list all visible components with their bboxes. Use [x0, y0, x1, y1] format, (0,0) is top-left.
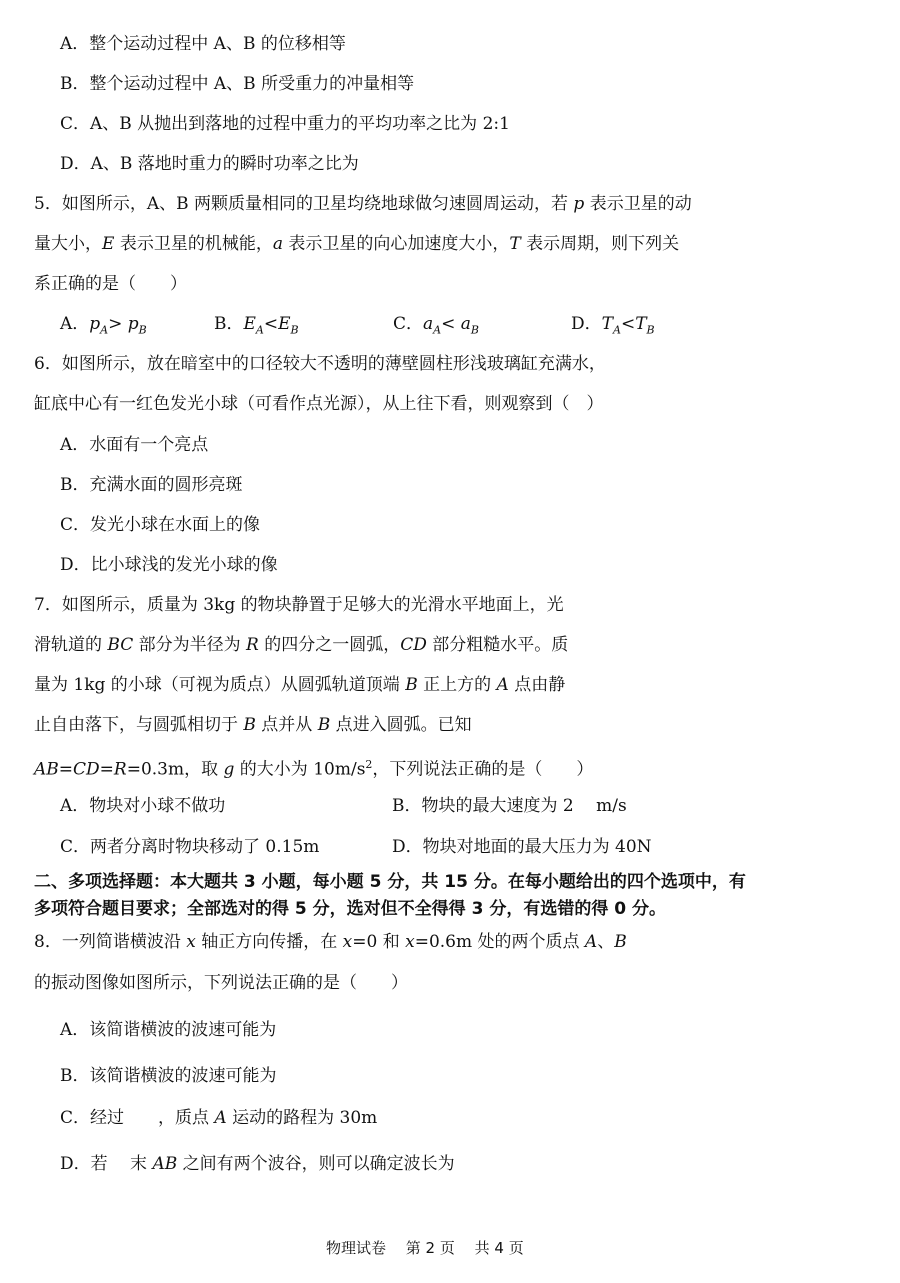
q5-option-b: B．$E_A<E_B$ — [214, 314, 299, 337]
section2-heading-line2: 多项符合题目要求；全部选对的得 5 分，选对但不全得得 3 分，有选错的得 0 分。 — [34, 899, 666, 919]
q6-stem-line2: 缸底中心有一红色发光小球（可看作点光源），从上往下看，则观察到（ ） — [34, 394, 604, 414]
q6-option-d: D．比小球浅的发光小球的像 — [60, 555, 278, 575]
q7-stem-line5: AB=CD=R=0.3m，取 g 的大小为 $10m/s^2$，下列说法正确的是（ ） — [34, 758, 594, 780]
q4-option-c: C．A、B 从抛出到落地的过程中重力的平均功率之比为 2:1 — [60, 114, 510, 134]
q7-stem-line4: 止自由落下，与圆弧相切于 B 点并从 B 点进入圆弧。已知 — [34, 715, 472, 735]
q6-option-b: B．充满水面的圆形亮斑 — [60, 475, 243, 495]
q5-option-c: C．$a_A< a_B$ — [393, 314, 479, 337]
page-footer: 物理试卷 第 2 页 共 4 页 — [326, 1239, 524, 1257]
q8-option-c: C．经过 ，质点 A 运动的路程为 30m — [60, 1108, 378, 1128]
q8-option-b: B．该简谐横波的波速可能为 — [60, 1066, 277, 1086]
q7-stem-line1: 7．如图所示，质量为 3kg 的物块静置于足够大的光滑水平地面上，光 — [34, 595, 564, 615]
q8-option-a: A．该简谐横波的波速可能为 — [60, 1020, 277, 1040]
q7-stem-line3: 量为 1kg 的小球（可视为质点）从圆弧轨道顶端 B 正上方的 A 点由静 — [34, 675, 566, 695]
q8-stem-line2: 的振动图像如图所示，下列说法正确的是（ ） — [34, 973, 408, 993]
q7-option-b: B．物块的最大速度为 2 m/s — [392, 796, 627, 816]
q7-option-a: A．物块对小球不做功 — [60, 796, 226, 816]
q4-option-b: B．整个运动过程中 A、B 所受重力的冲量相等 — [60, 74, 415, 94]
q6-stem-line1: 6．如图所示，放在暗室中的口径较大不透明的薄壁圆柱形浅玻璃缸充满水， — [34, 354, 606, 374]
q8-stem-line1: 8．一列简谐横波沿 x 轴正方向传播，在 x=0 和 x=0.6m 处的两个质点 A、B — [34, 932, 627, 952]
q8-option-d: D．若 末 AB 之间有两个波谷，则可以确定波长为 — [60, 1154, 455, 1174]
q4-option-d: D．A、B 落地时重力的瞬时功率之比为 — [60, 154, 359, 174]
q4-option-a: A．整个运动过程中 A、B 的位移相等 — [60, 34, 346, 54]
q5-option-a: A．$p_A> p_B$ — [60, 314, 147, 337]
q5-stem-line1: 5．如图所示，A、B 两颗质量相同的卫星均绕地球做匀速圆周运动，若 p 表示卫星的动 — [34, 194, 692, 214]
q5-stem-line3: 系正确的是（ ） — [34, 274, 187, 294]
q5-stem-line2: 量大小，E 表示卫星的机械能，a 表示卫星的向心加速度大小，T 表示周期，则下列关 — [34, 234, 680, 254]
q7-stem-line2: 滑轨道的 BC 部分为半径为 R 的四分之一圆弧，CD 部分粗糙水平。质 — [34, 635, 569, 655]
q6-option-a: A．水面有一个亮点 — [60, 435, 209, 455]
section2-heading-line1: 二、多项选择题：本大题共 3 小题，每小题 5 分，共 15 分。在每小题给出的四个选项中，有 — [34, 872, 746, 892]
q6-option-c: C．发光小球在水面上的像 — [60, 515, 261, 535]
q7-option-c: C．两者分离时物块移动了 0.15m — [60, 837, 320, 857]
q5-option-d: D．$T_A<T_B$ — [571, 314, 655, 337]
q7-option-d: D．物块对地面的最大压力为 40N — [392, 837, 652, 857]
